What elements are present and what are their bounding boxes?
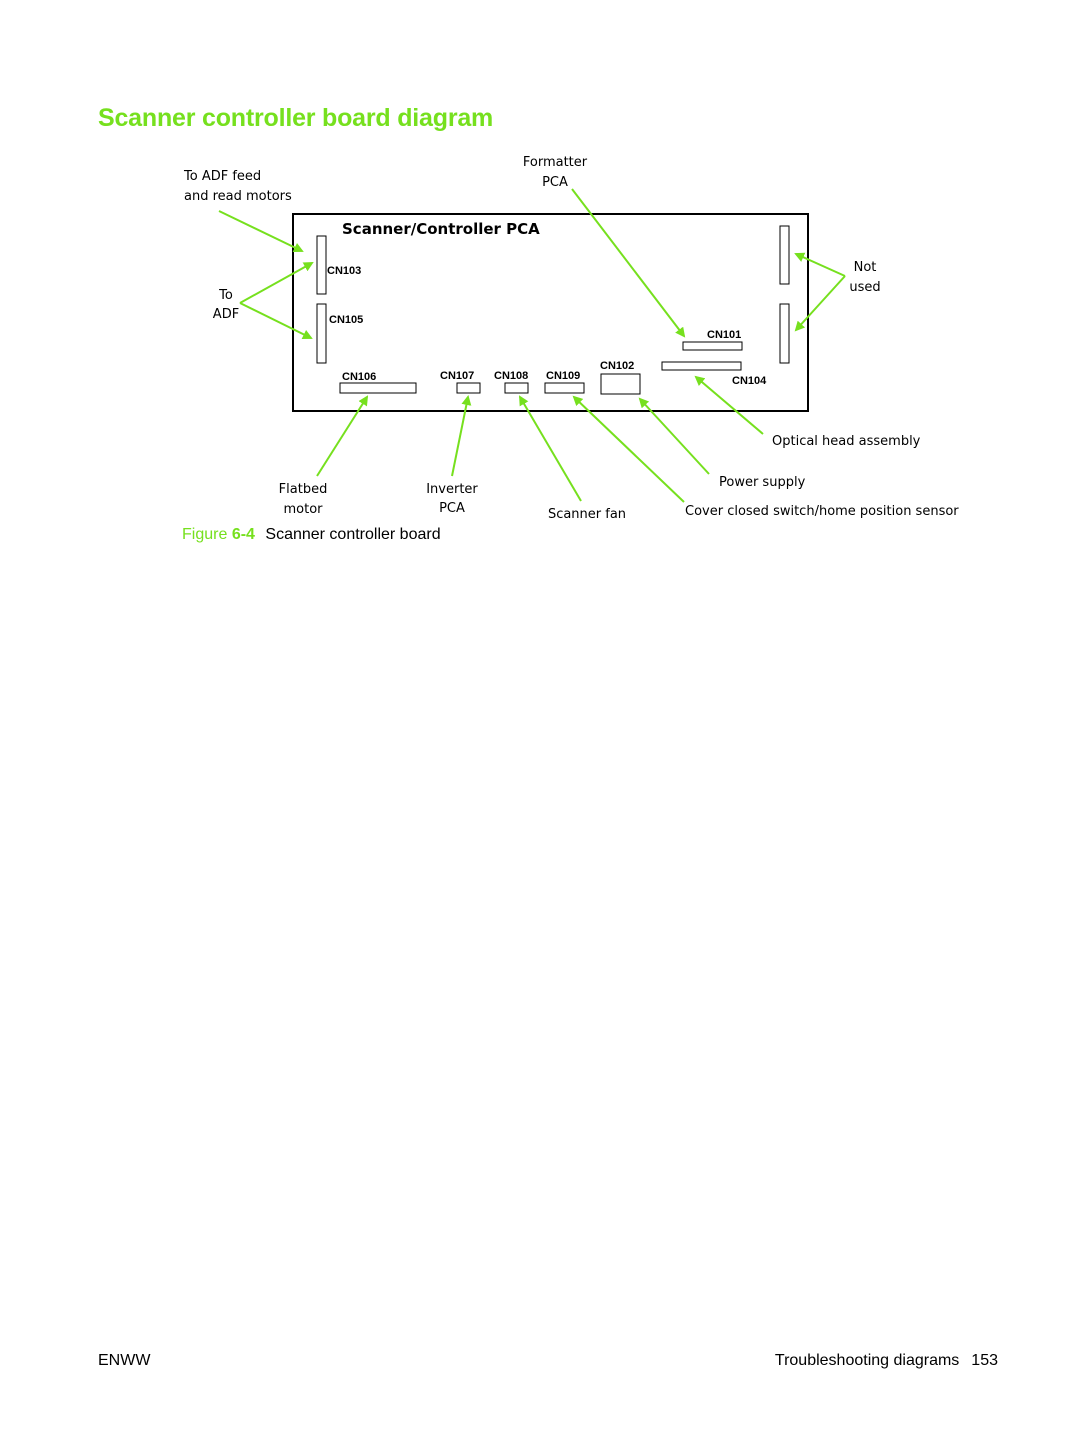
- footer-section-title: Troubleshooting diagrams: [774, 1352, 960, 1369]
- figure-caption: [182, 526, 441, 544]
- callout-cover-sensor: Cover closed switch/home position sensor: [685, 504, 959, 519]
- figure-label: Figure: [182, 526, 228, 543]
- footer-page-info: [775, 1352, 998, 1370]
- callout-inverter-line1: Inverter: [426, 482, 478, 497]
- callout-to-adf-line1: To: [219, 288, 233, 303]
- label-cn109: CN109: [546, 370, 581, 382]
- callout-flatbed-line2: motor: [283, 502, 323, 517]
- callout-flatbed-line1: Flatbed: [278, 482, 328, 497]
- arrow-adf-motors: [219, 211, 302, 251]
- label-cn108: CN108: [494, 370, 529, 382]
- label-cn106: CN106: [342, 371, 377, 383]
- label-cn101: CN101: [707, 329, 742, 341]
- label-cn102: CN102: [600, 360, 635, 372]
- label-cn105: CN105: [329, 314, 364, 326]
- callout-inverter-line2: PCA: [439, 501, 465, 516]
- label-cn104: CN104: [732, 375, 767, 387]
- scanner-controller-diagram: [0, 0, 1080, 560]
- callout-formatter-line2: PCA: [542, 175, 568, 190]
- callout-formatter-line1: Formatter: [522, 155, 588, 170]
- figure-caption-text: Scanner controller board: [265, 526, 441, 543]
- figure-number: 6-4: [231, 526, 255, 543]
- callout-adf-motors-line1: To ADF feed: [184, 169, 262, 184]
- callout-scanner-fan: Scanner fan: [547, 507, 627, 522]
- label-cn107: CN107: [440, 370, 475, 382]
- callout-to-adf-line2: ADF: [212, 307, 240, 322]
- callout-not-used-line2: used: [849, 280, 881, 295]
- arrow-cover-sensor: [574, 397, 684, 502]
- label-cn103: CN103: [327, 265, 362, 277]
- callout-power-supply: Power supply: [719, 475, 806, 490]
- arrow-scanner-fan: [520, 397, 581, 501]
- callout-not-used-line1: Not: [853, 260, 877, 275]
- callout-optical-head: Optical head assembly: [772, 434, 921, 449]
- footer-enww: ENWW: [98, 1352, 151, 1369]
- page-heading: Scanner controller board diagram: [98, 104, 494, 132]
- callout-adf-motors-line2: and read motors: [184, 189, 292, 204]
- page-number: 153: [971, 1352, 998, 1369]
- board-title: Scanner/Controller PCA: [342, 220, 540, 238]
